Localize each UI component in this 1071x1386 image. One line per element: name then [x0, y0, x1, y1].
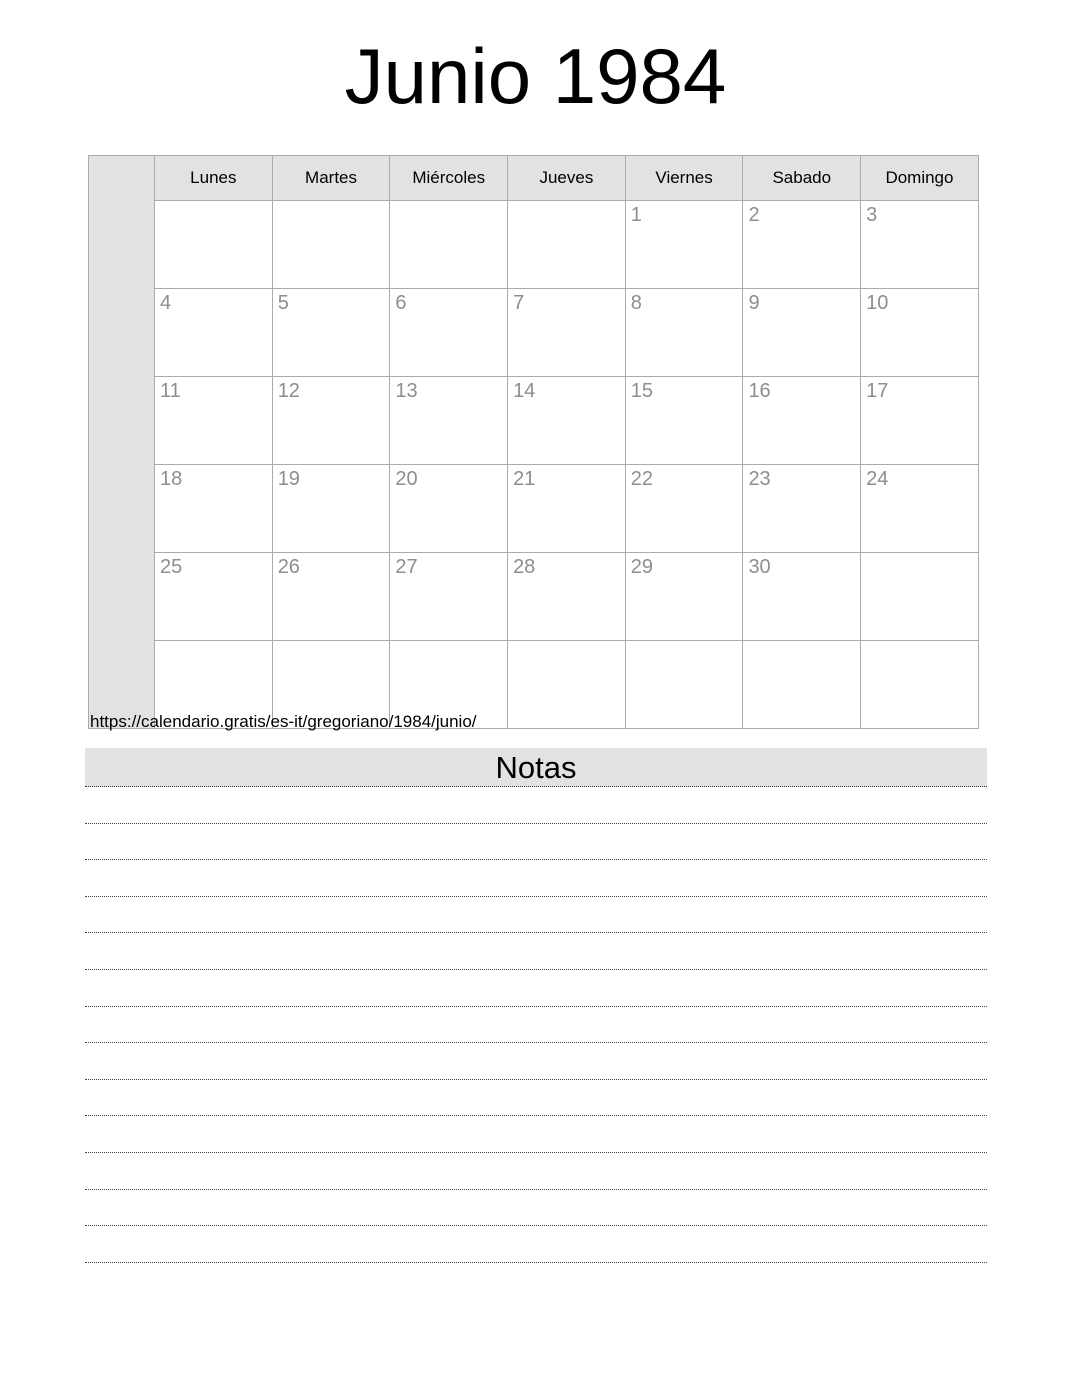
source-url: https://calendario.gratis/es-it/gregoriano/1984/junio/ — [90, 712, 477, 731]
day-header-martes: Martes — [272, 156, 390, 201]
calendar-day-cell: 25 — [155, 553, 273, 641]
calendar-day-cell: 6 — [390, 289, 508, 377]
calendar-day-cell: 10 — [861, 289, 979, 377]
calendar-day-cell: 12 — [272, 377, 390, 465]
day-header-lunes: Lunes — [155, 156, 273, 201]
calendar-day-cell: 21 — [508, 465, 626, 553]
note-line — [85, 824, 987, 861]
day-header-viernes: Viernes — [625, 156, 743, 201]
calendar-day-cell: 28 — [508, 553, 626, 641]
note-line — [85, 787, 987, 824]
note-line — [85, 970, 987, 1007]
calendar-day-cell: 18 — [155, 465, 273, 553]
calendar-week-row — [89, 377, 979, 465]
note-line — [85, 897, 987, 934]
calendar-day-cell: 27 — [390, 553, 508, 641]
calendar-week-row — [89, 465, 979, 553]
day-header-domingo: Domingo — [861, 156, 979, 201]
calendar-table — [88, 155, 979, 729]
note-line — [85, 1190, 987, 1227]
calendar-day-cell — [272, 201, 390, 289]
note-line — [85, 933, 987, 970]
calendar-day-cell: 2 — [743, 201, 861, 289]
notes-lines — [85, 787, 987, 1263]
calendar-day-cell — [508, 201, 626, 289]
calendar-day-cell: 29 — [625, 553, 743, 641]
calendar-day-cell — [861, 641, 979, 729]
note-line — [85, 1226, 987, 1263]
calendar-day-cell: 7 — [508, 289, 626, 377]
note-line — [85, 1153, 987, 1190]
calendar-day-cell: 5 — [272, 289, 390, 377]
calendar-day-cell: 15 — [625, 377, 743, 465]
calendar-day-cell: 14 — [508, 377, 626, 465]
note-line — [85, 860, 987, 897]
calendar-header-row — [89, 156, 979, 201]
calendar-day-cell: 23 — [743, 465, 861, 553]
calendar-day-cell: 8 — [625, 289, 743, 377]
note-line — [85, 1080, 987, 1117]
day-header-jueves: Jueves — [508, 156, 626, 201]
note-line — [85, 1043, 987, 1080]
calendar-day-cell: 9 — [743, 289, 861, 377]
calendar-day-cell — [743, 641, 861, 729]
calendar-week-row — [89, 201, 979, 289]
calendar-day-cell: 13 — [390, 377, 508, 465]
page-title: Junio 1984 — [344, 32, 727, 120]
calendar-day-cell: 22 — [625, 465, 743, 553]
day-header-sabado: Sabado — [743, 156, 861, 201]
calendar-week-row — [89, 553, 979, 641]
calendar-day-cell — [508, 641, 626, 729]
day-header-miercoles: Miércoles — [390, 156, 508, 201]
calendar-day-cell — [155, 201, 273, 289]
calendar-day-cell: 17 — [861, 377, 979, 465]
calendar-day-cell: 26 — [272, 553, 390, 641]
note-line — [85, 1007, 987, 1044]
calendar-day-cell: 19 — [272, 465, 390, 553]
calendar-day-cell: 24 — [861, 465, 979, 553]
calendar-day-cell — [390, 201, 508, 289]
calendar-day-cell: 20 — [390, 465, 508, 553]
calendar-day-cell: 30 — [743, 553, 861, 641]
calendar-day-cell: 16 — [743, 377, 861, 465]
calendar-day-cell: 1 — [625, 201, 743, 289]
note-line — [85, 1116, 987, 1153]
calendar-day-cell: 3 — [861, 201, 979, 289]
calendar-week-row — [89, 289, 979, 377]
week-number-column — [89, 156, 155, 729]
calendar-day-cell — [861, 553, 979, 641]
calendar-day-cell — [625, 641, 743, 729]
notes-title: Notas — [85, 748, 987, 787]
calendar-day-cell: 4 — [155, 289, 273, 377]
calendar-day-cell: 11 — [155, 377, 273, 465]
notes-section — [85, 748, 987, 1263]
